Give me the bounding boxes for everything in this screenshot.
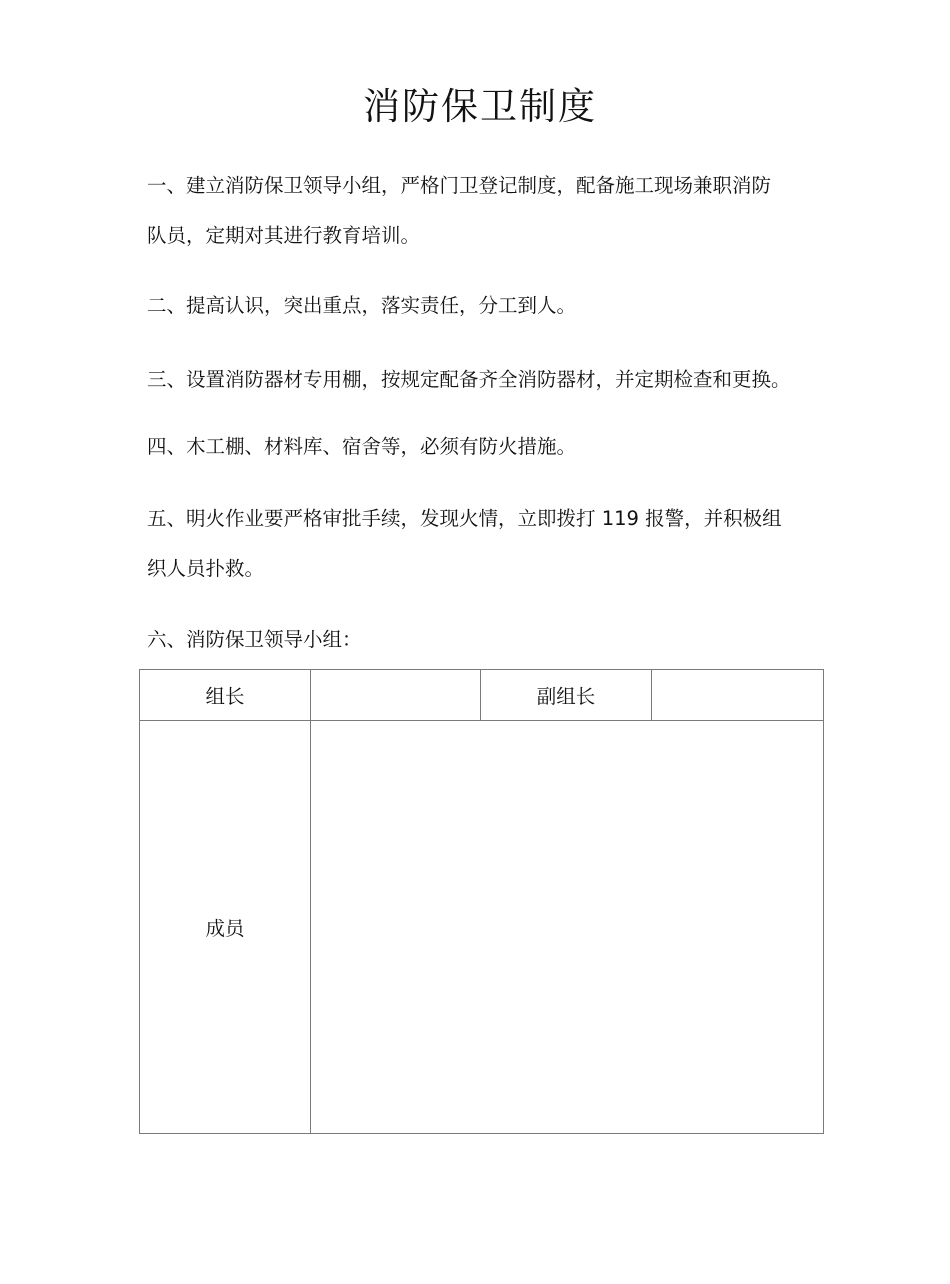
clause-3: 三、设置消防器材专用棚，按规定配备齐全消防器材，并定期检查和更换。 (147, 368, 791, 391)
document-title: 消防保卫制度 (363, 85, 597, 128)
clause-1-line-2: 队员，定期对其进行教育培训。 (147, 224, 421, 247)
leader-value-cell[interactable] (311, 670, 481, 721)
clause-5-line-1: 五、明火作业要严格审批手续，发现火情，立即拨打 119 报警，并积极组 (147, 507, 782, 530)
table-row (140, 670, 824, 721)
members-label-cell: 成员 (140, 721, 311, 1134)
leader-label-cell: 组长 (140, 670, 311, 721)
clause-4: 四、木工棚、材料库、宿舍等，必须有防火措施。 (147, 435, 577, 458)
table-row (140, 721, 824, 1134)
clause-6: 六、消防保卫领导小组： (147, 628, 362, 651)
leadership-group-table (139, 669, 824, 1134)
deputy-leader-label-cell: 副组长 (481, 670, 652, 721)
clause-2: 二、提高认识，突出重点，落实责任，分工到人。 (147, 294, 577, 317)
members-value-cell[interactable] (311, 721, 824, 1134)
deputy-leader-value-cell[interactable] (652, 670, 824, 721)
clause-1-line-1: 一、建立消防保卫领导小组，严格门卫登记制度，配备施工现场兼职消防 (147, 174, 772, 197)
clause-5-line-2: 织人员扑救。 (147, 557, 265, 580)
